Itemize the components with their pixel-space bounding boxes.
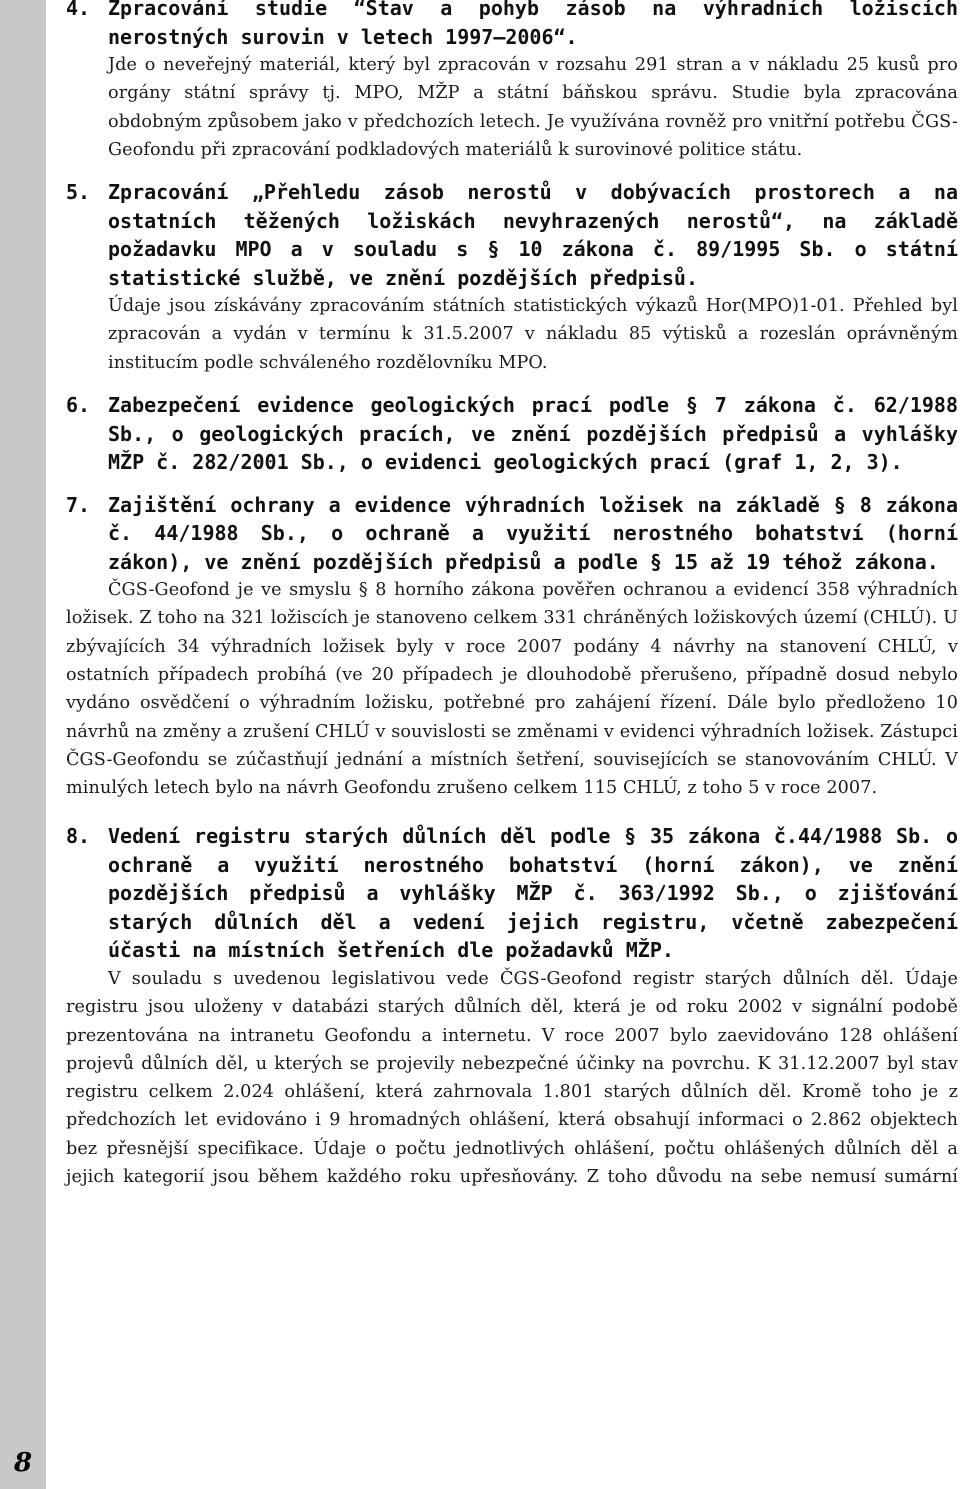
section-4 <box>66 0 958 164</box>
document-body <box>66 0 958 1191</box>
section-number: 5. <box>66 180 91 205</box>
section-paragraph: V souladu s uvedenou legislativou vede ČGS-Geofond registr starých důlních děl. Údaje registru jsou uloženy v databázi starých důlních děl, která je od roku 2002 v signální podobě prezentována na intranetu Geofondu a internetu. V roce 2007 bylo zaevidováno 128 ohlášení projevů důlních děl, u kterých se projevily nebezpečné účinky na povrchu. K 31.12.2007 byl stav registru celkem 2.024 ohlášení, která zahrnovala 1.801 starých důlních děl. Kromě toho je z předchozích let evidováno i 9 hromadných ohlášení, která obsahují informaci o 2.862 objektech bez přesnější specifikace. Údaje o počtu jednotlivých ohlášení, počtu ohlášených důlních děl a jejich kategorií jsou během každého roku upřesňovány. Z toho důvodu na sebe nemusí sumární <box>66 968 958 1188</box>
section-paragraph: ČGS-Geofond je ve smyslu § 8 horního zákona pověřen ochranou a evidencí 358 výhradních ložisek. Z toho na 321 ložiscích je stanoveno celkem 331 chráněných ložiskových území (CHLÚ). U zbývajících 34 výhradních ložisek byly v roce 2007 podány 4 návrhy na stanovení CHLÚ, v ostatních případech probíhá (ve 20 případech je dlouhodobě přerušeno, případně dosud nebylo vydáno osvědčení o výhradním ložisku, potřebné pro zahájení řízení. Dále bylo předloženo 10 návrhů na změny a zrušení CHLÚ v souvislosti se změnami v evidenci výhradních ložisek. Zástupci ČGS-Geofondu se zúčastňují jednání a místních šetření, souvisejících se stanovováním CHLÚ. V minulých letech bylo na návrh Geofondu zrušeno celkem 115 CHLÚ, z toho 5 v roce 2007. <box>66 580 958 799</box>
section-number: 6. <box>66 393 91 418</box>
section-title: Zajištění ochrany a evidence výhradních ložisek na základě § 8 zákona č. 44/1988 Sb., o ochraně a využití nerostného bohatství (horní zákon), ve znění pozdějších předpisů a podle § 15 až 19 téhož zákona. <box>108 492 958 574</box>
section-title: Zpracování studie “Stav a pohyb zásob na výhradních ložiscích nerostných surovin v letech 1997–2006“. <box>108 0 958 49</box>
section-number: 7. <box>66 492 91 517</box>
section-7 <box>66 491 958 803</box>
section-paragraph: Údaje jsou získávány zpracováním státních statistických výkazů Hor(MPO)1-01. Přehled byl zpracován a vydán v termínu k 31.5.2007 v nákladu 85 výtisků a rozeslán oprávněným institucím podle schváleného rozdělovníku MPO. <box>108 296 958 373</box>
section-paragraph: Jde o neveřejný materiál, který byl zpracován v rozsahu 291 stran a v nákladu 25 kusů pro orgány státní správy tj. MPO, MŽP a státní báňskou správu. Studie byla zpracována obdobným způsobem jako v předchozích letech. Je využívána rovněž pro vnitřní potřebu ČGS-Geofondu při zpracování podkladových materiálů k surovinové politice státu. <box>108 55 958 160</box>
section-title: Vedení registru starých důlních děl podle § 35 zákona č.44/1988 Sb. o ochraně a využití nerostného bohatství (horní zákon), ve znění pozdějších předpisů a vyhlášky MŽP č. 363/1992 Sb., o zjišťování starých důlních děl a vedení jejich registru, včetně zabezpečení účasti na místních šetřeních dle požadavků MŽP. <box>108 824 958 963</box>
section-heading <box>66 391 958 477</box>
section-title: Zabezpečení evidence geologických prací podle § 7 zákona č. 62/1988 Sb., o geologických pracích, ve znění pozdějších předpisů a vyhlášky MŽP č. 282/2001 Sb., o evidenci geologických prací (graf 1, 2, 3). <box>108 393 958 475</box>
page-margin-bar <box>0 0 46 1489</box>
section-number: 4. <box>66 0 91 20</box>
section-heading <box>66 178 958 292</box>
section-heading <box>66 0 958 51</box>
section-8 <box>66 822 958 1191</box>
section-heading <box>66 822 958 965</box>
section-5 <box>66 178 958 377</box>
page-number: 8 <box>13 1448 33 1478</box>
section-heading <box>66 491 958 577</box>
section-6 <box>66 391 958 477</box>
section-number: 8. <box>66 824 91 849</box>
section-title: Zpracování „Přehledu zásob nerostů v dobývacích prostorech a na ostatních těžených ložiskách nevyhrazených nerostů“, na základě požadavku MPO a v souladu s § 10 zákona č. 89/1995 Sb. o státní statistické službě, ve znění pozdějších předpisů. <box>108 180 958 290</box>
